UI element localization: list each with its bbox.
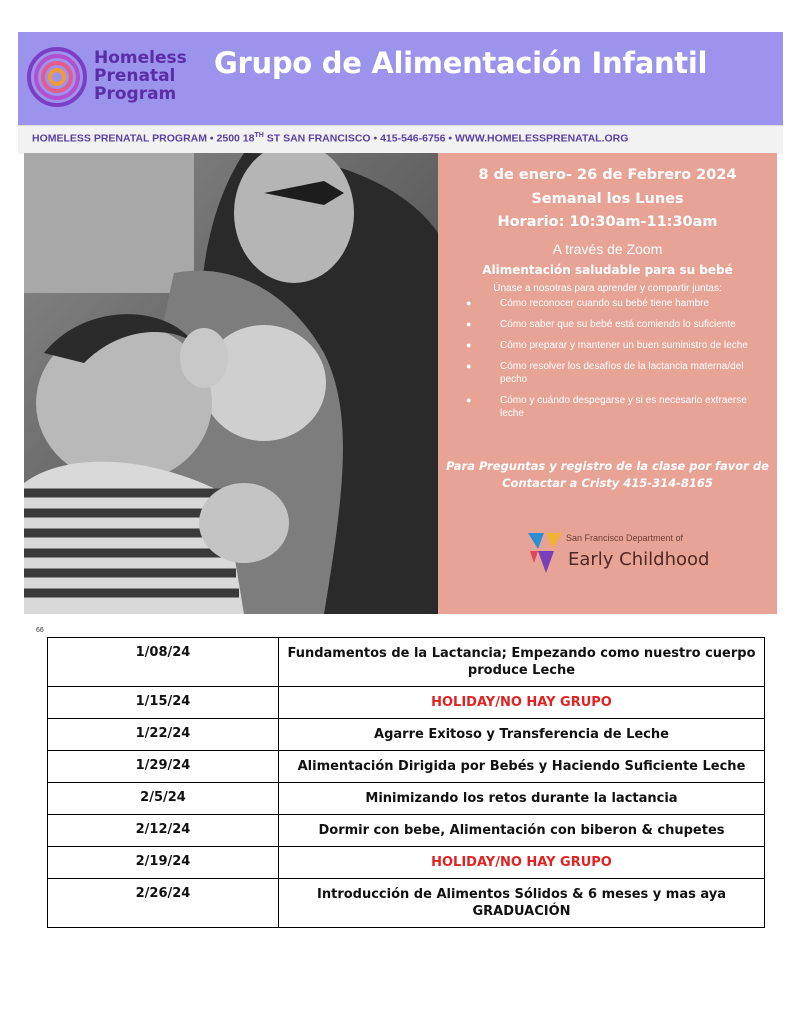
info-panel [438,153,777,614]
schedule-topic-holiday: HOLIDAY/NO HAY GRUPO [279,687,765,719]
bullet-icon: ● [466,319,472,329]
schedule-date: 2/5/24 [48,783,279,815]
schedule-date: 1/29/24 [48,751,279,783]
org-name-line1: Homeless [94,48,187,68]
schedule-topic: Introducción de Alimentos Sólidos & 6 meses y mas aya GRADUACIÓN [279,879,765,928]
program-frequency: Semanal los Lunes [531,191,684,207]
list-item-text: Cómo reconocer cuando su bebé tiene hambre [500,298,710,309]
schedule-date: 2/19/24 [48,847,279,879]
address-suffix: ST SAN FRANCISCO • 415-546-6756 • WWW.HOMELESSPRENATAL.ORG [263,132,629,145]
schedule-date: 2/12/24 [48,815,279,847]
table-row [48,847,765,879]
list-item [466,318,766,331]
list-item [466,297,766,310]
schedule-date: 1/08/24 [48,638,279,687]
program-time: Horario: 10:30am-11:30am [497,214,718,230]
list-item [466,360,766,386]
bullet-icon: ● [466,395,472,405]
org-name-line2: Prenatal [94,66,176,86]
list-item [466,394,766,420]
sponsor-name: Early Childhood [568,549,710,570]
schedule-date: 1/15/24 [48,687,279,719]
program-dates: 8 de enero- 26 de Febrero 2024 [478,167,737,183]
contact-line2: Contactar a Cristy 415-314-8165 [502,476,713,490]
schedule-date: 1/22/24 [48,719,279,751]
address-line [32,132,628,145]
header-banner [18,32,783,125]
table-row [48,751,765,783]
page-number: 66 [36,627,44,634]
list-item-text: Cómo resolver los desafíos de la lactancia materna/del pecho [500,361,744,385]
contact-line1: Para Preguntas y registro de la clase por favor de [446,459,769,473]
schedule-topic-holiday: HOLIDAY/NO HAY GRUPO [279,847,765,879]
schedule-topic: Minimizando los retos durante la lactancia [279,783,765,815]
sf-early-childhood-logo [526,529,710,579]
list-item [466,339,766,352]
schedule-topic: Fundamentos de la Lactancia; Empezando como nuestro cuerpo produce Leche [279,638,765,687]
bullet-icon: ● [466,361,472,371]
table-row [48,879,765,928]
schedule-topic: Agarre Exitoso y Transferencia de Leche [279,719,765,751]
list-item-text: Cómo y cuándo despegarse y si es necesario extraerse leche [500,395,747,419]
table-row [48,719,765,751]
org-name-line3: Program [94,84,177,104]
topics-list [466,297,766,428]
program-intro: Únase a nosotras para aprender y compartir juntas: [493,283,722,294]
table-row [48,638,765,687]
schedule-topic: Alimentación Dirigida por Bebés y Haciendo Suficiente Leche [279,751,765,783]
address-prefix: HOMELESS PRENATAL PROGRAM • 2500 18 [32,132,255,145]
schedule-date: 2/26/24 [48,879,279,928]
bullet-icon: ● [466,340,472,350]
table-row [48,687,765,719]
bullet-icon: ● [466,298,472,308]
schedule-topic: Dormir con bebe, Alimentación con biberon & chupetes [279,815,765,847]
homeless-prenatal-logo-icon [26,46,88,108]
sponsor-department: San Francisco Department of [566,533,684,543]
program-subtitle: Alimentación saludable para su bebé [482,263,733,277]
page-title: Grupo de Alimentación Infantil [214,46,708,80]
address-bar [18,125,783,154]
table-row [48,783,765,815]
table-row [48,815,765,847]
sf-early-childhood-icon [526,529,566,575]
program-venue: A través de Zoom [552,241,663,257]
breastfeeding-photo-illustration [24,153,438,614]
schedule-table [47,637,765,928]
list-item-text: Cómo saber que su bebé está comiendo lo suficiente [500,319,736,330]
contact-info [438,458,777,492]
list-item-text: Cómo preparar y mantener un buen suministro de leche [500,340,748,351]
breastfeeding-photo [24,153,438,614]
org-name [94,49,214,103]
address-superscript: TH [254,132,264,139]
